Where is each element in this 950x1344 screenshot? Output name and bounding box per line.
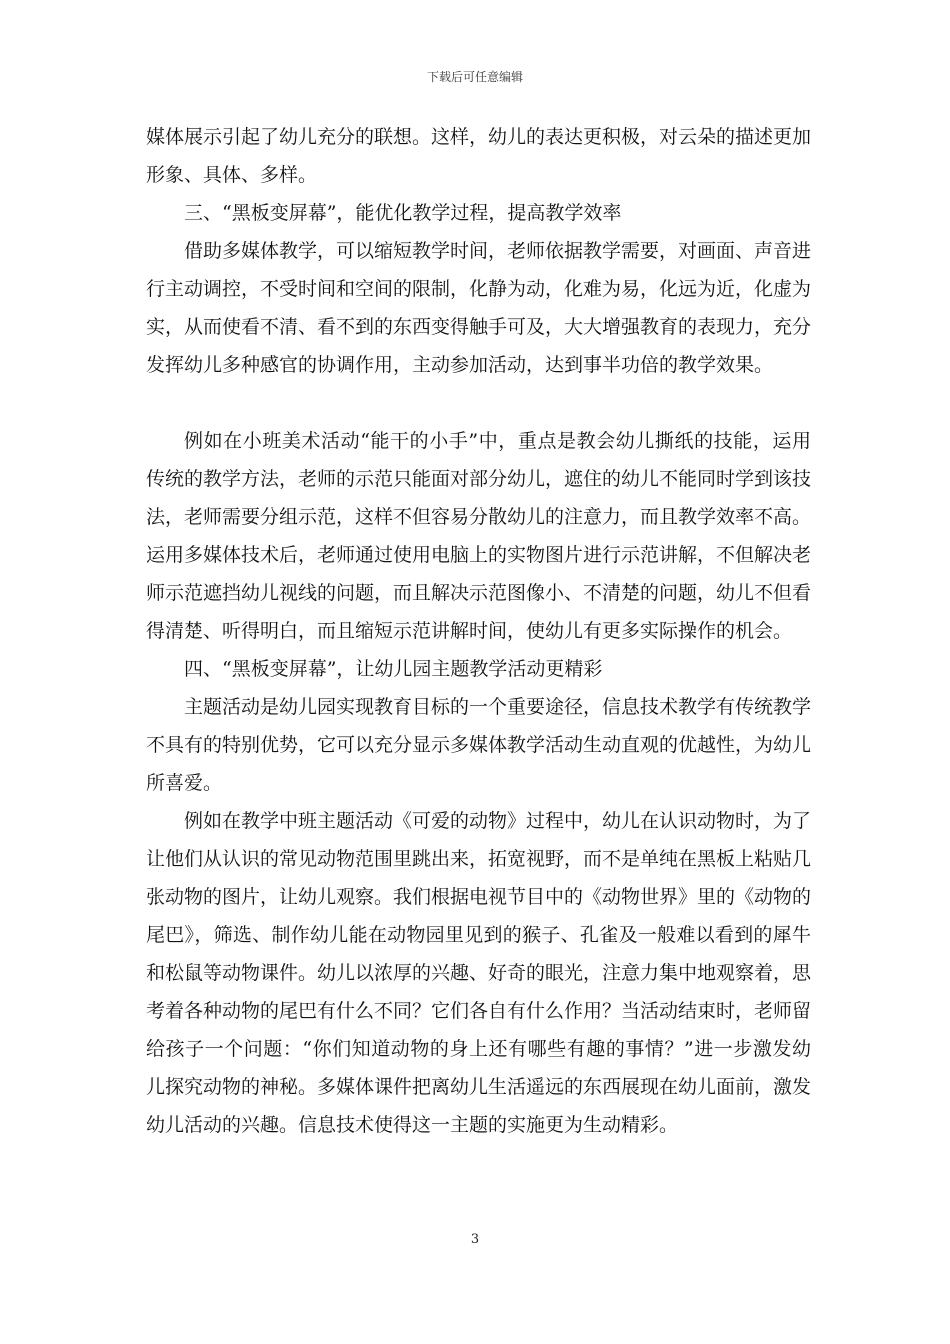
page-header-note: 下载后可任意编辑: [426, 70, 523, 84]
page-number: 3: [470, 1232, 480, 1247]
document-body: [146, 118, 811, 1144]
section-heading-4: 四、“黑板变屏幕”，让幼儿园主题教学活动更精彩: [184, 658, 603, 680]
paragraph: 借助多媒体教学，可以缩短教学时间，老师依据教学需要，对画面、声音进行主动调控，不受时间和空间的限制，化静为动，化难为易，化远为近，化虚为实，从而使看不清、看不到的东西变得触手可及，大大增强教育的表现力，充分发挥幼儿多种感官的协调作用，主动参加活动，达到事半功倍的教学效果。: [146, 240, 812, 376]
blank-line: [146, 384, 811, 422]
paragraph: 例如在小班美术活动“能干的小手”中，重点是教会幼儿撕纸的技能，运用传统的教学方法，老师的示范只能面对部分幼儿，遮住的幼儿不能同时学到该技法，老师需要分组示范，这样不但容易分散幼儿的注意力，而且教学效率不高。运用多媒体技术后，老师通过使用电脑上的实物图片进行示范讲解，不但解决老师示范遮挡幼儿视线的问题，而且解决示范图像小、不清楚的问题，幼儿不但看得清楚、听得明白，而且缩短示范讲解时间，使幼儿有更多实际操作的机会。: [146, 430, 812, 642]
paragraph-continued: 媒体展示引起了幼儿充分的联想。这样，幼儿的表达更积极，对云朵的描述更加形象、具体、多样。: [146, 126, 812, 186]
section-heading-3: 三、“黑板变屏幕”，能优化教学过程，提高教学效率: [184, 202, 622, 224]
paragraph: 主题活动是幼儿园实现教育目标的一个重要途径，信息技术教学有传统教学不具有的特别优势，它可以充分显示多媒体教学活动生动直观的优越性，为幼儿所喜爱。: [146, 696, 812, 794]
paragraph: 例如在教学中班主题活动《可爱的动物》过程中，幼儿在认识动物时，为了让他们从认识的常见动物范围里跳出来，拓宽视野，而不是单纯在黑板上粘贴几张动物的图片，让幼儿观察。我们根据电视节目中的《动物世界》里的《动物的尾巴》，筛选、制作幼儿能在动物园里见到的猴子、孔雀及一般难以看到的犀牛和松鼠等动物课件。幼儿以浓厚的兴趣、好奇的眼光，注意力集中地观察着，思考着各种动物的尾巴有什么不同？它们各自有什么作用？当活动结束时，老师留给孩子一个问题：“你们知道动物的身上还有哪些有趣的事情？”进一步激发幼儿探究动物的神秘。多媒体课件把离幼儿生活遥远的东西展现在幼儿面前，激发幼儿活动的兴趣。信息技术使得这一主题的实施更为生动精彩。: [146, 810, 812, 1136]
